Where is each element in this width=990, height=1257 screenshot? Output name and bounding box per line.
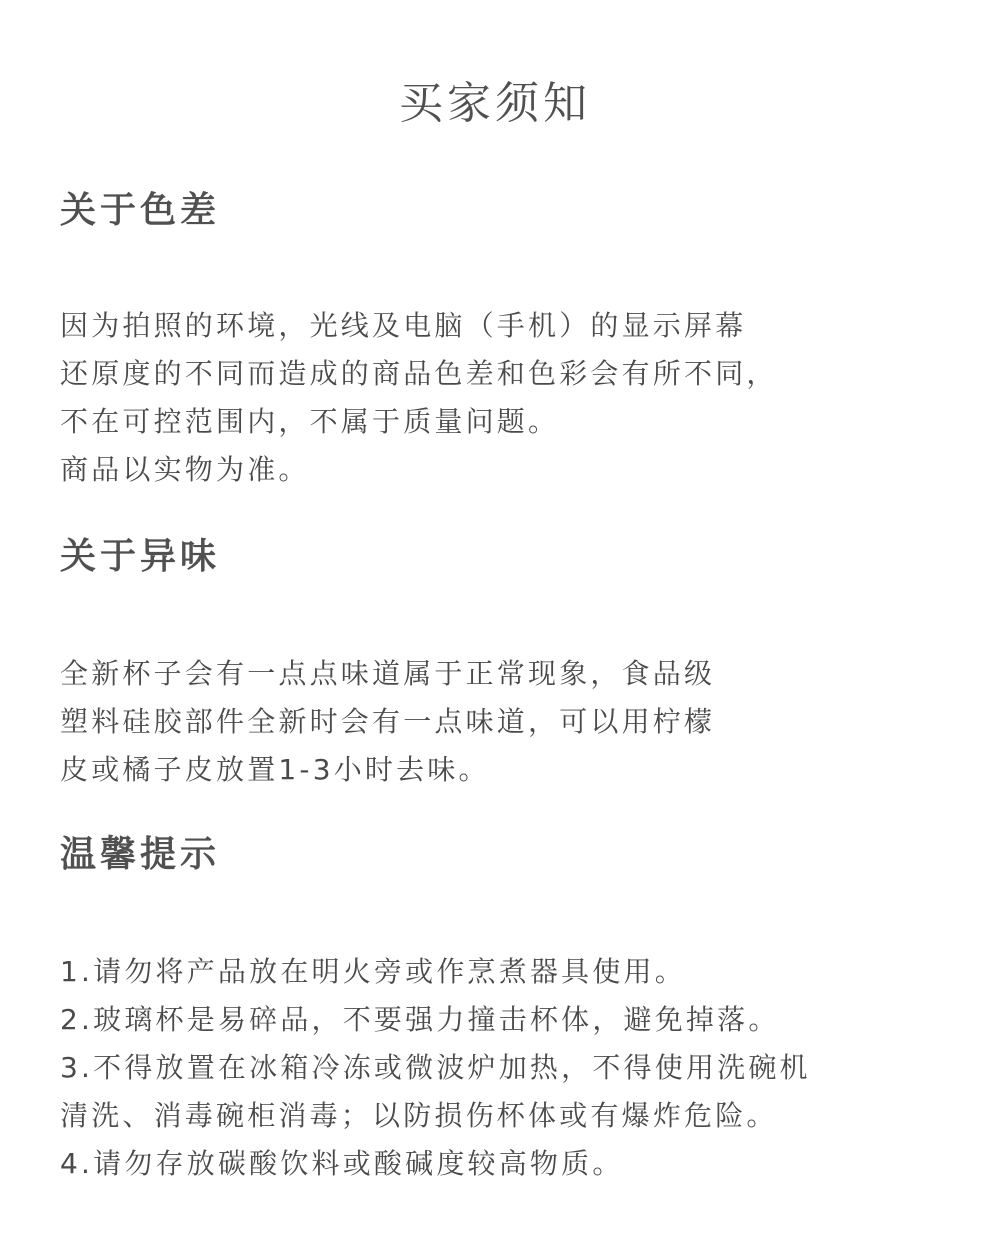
tip-line: 4.请勿存放碳酸饮料或酸碱度较高物质。 [60, 1147, 624, 1180]
section-heading: 温馨提示 [60, 834, 221, 875]
tip-line: 1.请勿将产品放在明火旁或作烹煮器具使用。 [60, 955, 686, 988]
section-body [60, 650, 960, 794]
tip-line: 清洗、消毒碗柜消毒；以防损伤杯体或有爆炸危险。 [60, 1099, 778, 1132]
body-line: 商品以实物为准。 [60, 453, 310, 486]
tip-line: 2.玻璃杯是易碎品，不要强力撞击杯体，避免掉落。 [60, 1003, 780, 1036]
body-line: 皮或橘子皮放置1-3小时去味。 [60, 753, 490, 786]
body-line: 还原度的不同而造成的商品色差和色彩会有所不同， [60, 357, 778, 390]
section-odor [60, 532, 960, 794]
body-line: 全新杯子会有一点点味道属于正常现象，食品级 [60, 657, 716, 690]
tip-line: 3.不得放置在冰箱冷冻或微波炉加热，不得使用洗碗机 [60, 1051, 811, 1084]
section-body [60, 948, 960, 1188]
section-body [60, 302, 960, 494]
section-heading: 关于异味 [60, 536, 221, 577]
body-line: 因为拍照的环境，光线及电脑（手机）的显示屏幕 [60, 309, 747, 342]
section-color-difference [60, 186, 960, 494]
body-line: 不在可控范围内，不属于质量问题。 [60, 405, 560, 438]
section-warm-tips [60, 830, 960, 1188]
body-line: 塑料硅胶部件全新时会有一点味道，可以用柠檬 [60, 705, 716, 738]
page-title: 买家须知 [399, 78, 591, 129]
section-heading: 关于色差 [60, 190, 221, 231]
